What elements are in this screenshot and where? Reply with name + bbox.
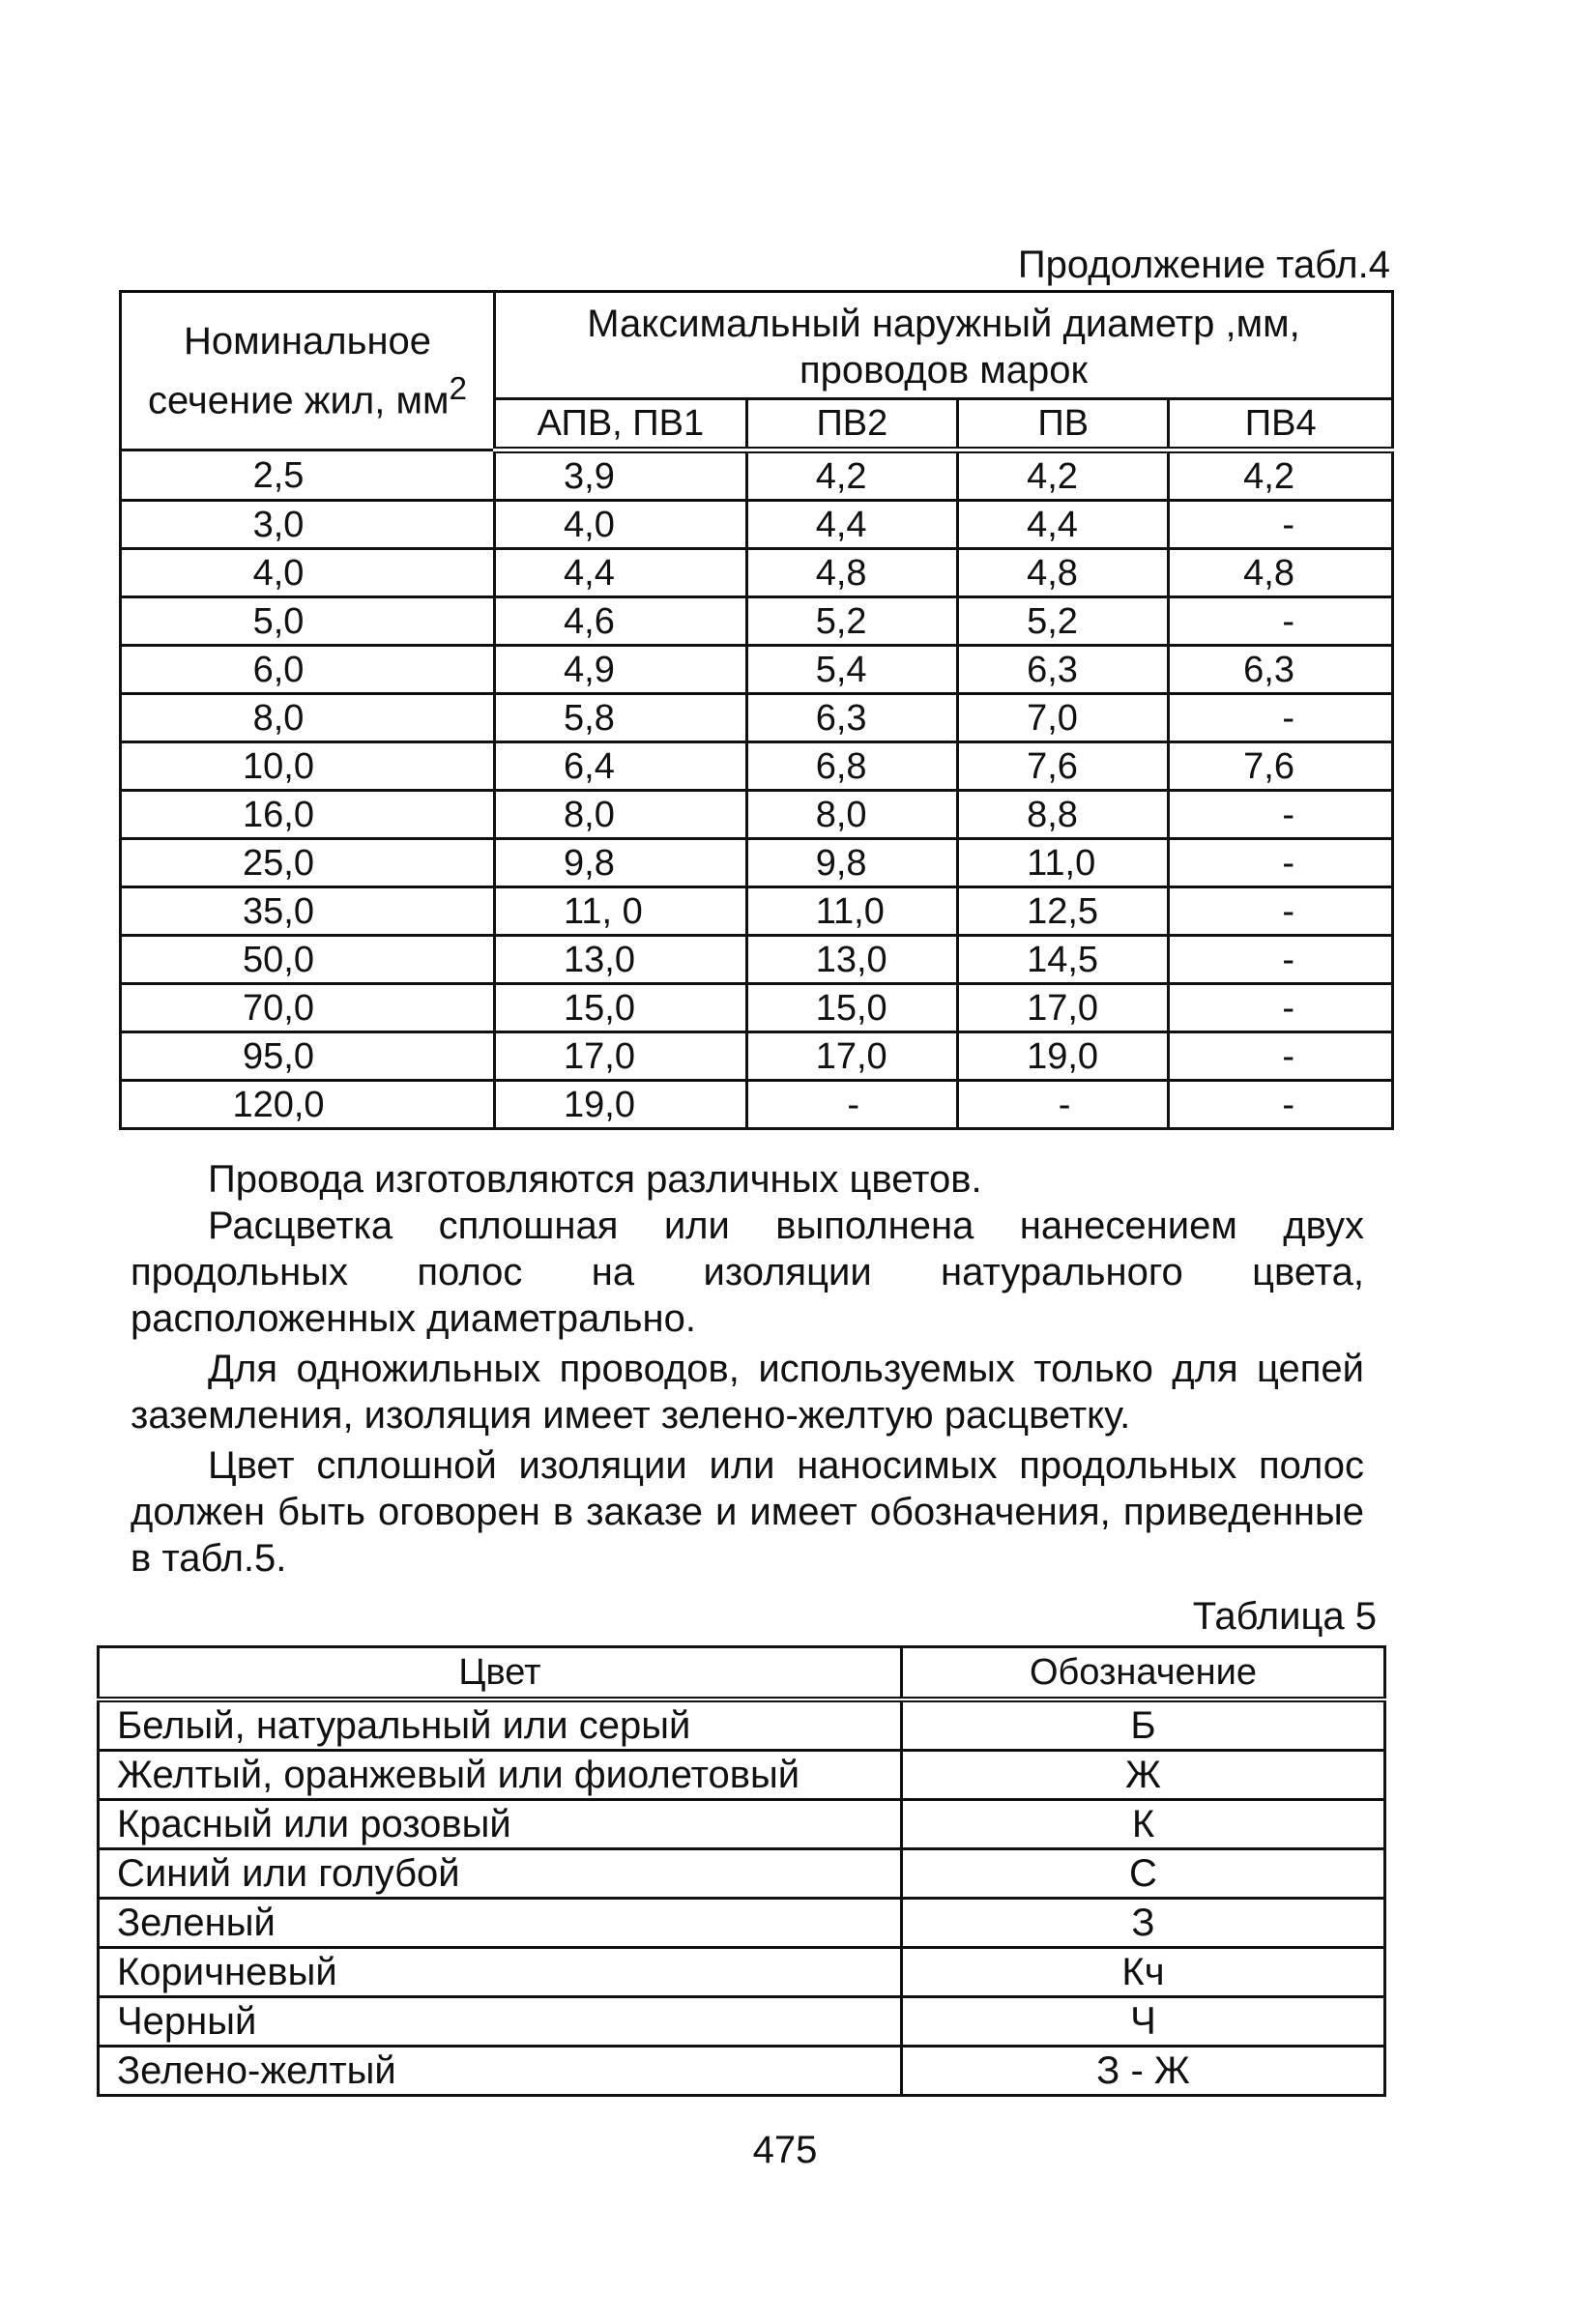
table-row <box>121 984 1393 1032</box>
wire-diameter-table <box>119 290 1394 1130</box>
diameter-cell: - <box>1169 887 1393 936</box>
color-code-cell: Ч <box>902 1997 1385 2047</box>
color-code-cell: Ж <box>902 1751 1385 1800</box>
table-row <box>99 1699 1385 1751</box>
color-code-cell: З <box>902 1899 1385 1948</box>
col-header-apv-pv1: АПВ, ПВ1 <box>495 399 747 450</box>
diameter-cell: 6,4 <box>495 742 747 791</box>
diameter-cell: 8,0 <box>495 791 747 839</box>
nominal-section-header-line2: сечение жил, мм <box>147 379 450 422</box>
color-name-cell: Зелено-желтый <box>99 2047 902 2096</box>
diameter-cell: 11,0 <box>958 839 1169 887</box>
diameter-cell: 4,6 <box>495 597 747 646</box>
diameter-cell: - <box>1169 839 1393 887</box>
section-cell: 3,0 <box>121 501 495 549</box>
table-row <box>121 646 1393 694</box>
table-row <box>121 839 1393 887</box>
section-cell: 5,0 <box>121 597 495 646</box>
diameter-cell: - <box>1169 501 1393 549</box>
diameter-cell: 9,8 <box>495 839 747 887</box>
diameter-cell: 4,0 <box>495 501 747 549</box>
diameter-cell: 19,0 <box>958 1032 1169 1081</box>
col-header-pv2: ПВ2 <box>746 399 957 450</box>
nominal-section-header-line1: Номинальное <box>183 319 432 363</box>
diameter-cell: 5,2 <box>746 597 957 646</box>
diameter-cell: 4,9 <box>495 646 747 694</box>
unit-superscript: 2 <box>449 370 467 407</box>
section-cell: 16,0 <box>121 791 495 839</box>
diameter-cell: 5,2 <box>958 597 1169 646</box>
table-row <box>99 1849 1385 1899</box>
section-cell: 6,0 <box>121 646 495 694</box>
table-row <box>121 450 1393 501</box>
color-name-cell: Коричневый <box>99 1948 902 1997</box>
diameter-cell: 4,8 <box>746 549 957 597</box>
diameter-cell: - <box>958 1081 1169 1129</box>
diameter-cell: 4,4 <box>958 501 1169 549</box>
section-cell: 120,0 <box>121 1081 495 1129</box>
color-code-table <box>97 1645 1386 2097</box>
diameter-cell: - <box>1169 936 1393 984</box>
diameter-cell: - <box>1169 984 1393 1032</box>
table-row <box>121 597 1393 646</box>
diameter-cell: 7,6 <box>958 742 1169 791</box>
diameter-cell: 4,8 <box>1169 549 1393 597</box>
diameter-cell: 5,4 <box>746 646 957 694</box>
diameter-cell: 17,0 <box>958 984 1169 1032</box>
col-header-pv: ПВ <box>958 399 1169 450</box>
table-row <box>121 742 1393 791</box>
nominal-section-header <box>121 292 495 450</box>
diameter-cell: - <box>1169 597 1393 646</box>
section-cell: 50,0 <box>121 936 495 984</box>
diameter-cell: 7,0 <box>958 694 1169 742</box>
section-cell: 2,5 <box>121 450 495 501</box>
color-code-cell: Б <box>902 1699 1385 1751</box>
section-cell: 35,0 <box>121 887 495 936</box>
table-row <box>99 1997 1385 2047</box>
table-row <box>99 2047 1385 2096</box>
diameter-cell: 4,4 <box>495 549 747 597</box>
diameter-cell: 9,8 <box>746 839 957 887</box>
section-cell: 70,0 <box>121 984 495 1032</box>
table-row <box>121 549 1393 597</box>
table-row <box>121 936 1393 984</box>
max-diameter-header-line2: проводов марок <box>799 349 1088 392</box>
color-code-cell: К <box>902 1800 1385 1849</box>
color-name-cell: Черный <box>99 1997 902 2047</box>
paragraph-4: Цвет сплошной изоляции или наносимых продольных полос должен быть оговорен в заказе и имеет обозначения, приведенные в табл.5. <box>131 1444 1364 1580</box>
diameter-cell: 8,8 <box>958 791 1169 839</box>
diameter-cell: 8,0 <box>746 791 957 839</box>
diameter-cell: 13,0 <box>495 936 747 984</box>
diameter-cell: - <box>1169 1032 1393 1081</box>
page-number: 475 <box>752 2129 818 2171</box>
color-name-cell: Белый, натуральный или серый <box>99 1699 902 1751</box>
color-name-cell: Зеленый <box>99 1899 902 1948</box>
section-cell: 4,0 <box>121 549 495 597</box>
diameter-cell: 17,0 <box>495 1032 747 1081</box>
table-row <box>121 1032 1393 1081</box>
section-cell: 10,0 <box>121 742 495 791</box>
table5-caption: Таблица 5 <box>1192 1595 1377 1638</box>
diameter-cell: - <box>1169 791 1393 839</box>
diameter-cell: 11, 0 <box>495 887 747 936</box>
diameter-cell: 4,2 <box>1169 450 1393 501</box>
diameter-cell: 17,0 <box>746 1032 957 1081</box>
diameter-cell: 3,9 <box>495 450 747 501</box>
diameter-cell: 4,8 <box>958 549 1169 597</box>
col-header-pv4: ПВ4 <box>1169 399 1393 450</box>
color-code-cell: З - Ж <box>902 2047 1385 2096</box>
diameter-cell: 6,3 <box>746 694 957 742</box>
diameter-cell: - <box>1169 1081 1393 1129</box>
color-name-cell: Красный или розовый <box>99 1800 902 1849</box>
table-row <box>121 1081 1393 1129</box>
col-header-color: Цвет <box>99 1647 902 1700</box>
paragraph-1: Провода изготовляются различных цветов. <box>208 1158 982 1201</box>
diameter-cell: 4,4 <box>746 501 957 549</box>
diameter-cell: 4,2 <box>746 450 957 501</box>
table4-caption: Продолжение табл.4 <box>1017 244 1390 286</box>
color-name-cell: Желтый, оранжевый или фиолетовый <box>99 1751 902 1800</box>
paragraph-2: Расцветка сплошная или выполнена нанесением двух продольных полос на изоляции натурального цвета, расположенных диаметрально. <box>131 1205 1364 1340</box>
max-diameter-header <box>495 292 1393 399</box>
table-row <box>121 791 1393 839</box>
diameter-cell: 14,5 <box>958 936 1169 984</box>
table-row <box>99 1948 1385 1997</box>
color-name-cell: Синий или голубой <box>99 1849 902 1899</box>
table-row <box>99 1899 1385 1948</box>
table-row <box>99 1751 1385 1800</box>
paragraph-3: Для одножильных проводов, используемых только для цепей заземления, изоляция имеет зелено-желтую расцветку. <box>131 1348 1364 1437</box>
color-code-cell: С <box>902 1849 1385 1899</box>
color-code-cell: Кч <box>902 1948 1385 1997</box>
section-cell: 8,0 <box>121 694 495 742</box>
table-row <box>121 887 1393 936</box>
diameter-cell: 11,0 <box>746 887 957 936</box>
diameter-cell: 7,6 <box>1169 742 1393 791</box>
col-header-designation: Обозначение <box>902 1647 1385 1700</box>
diameter-cell: 6,8 <box>746 742 957 791</box>
max-diameter-header-line1: Максимальный наружный диаметр ,мм, <box>587 303 1300 345</box>
diameter-cell: 12,5 <box>958 887 1169 936</box>
table-row <box>121 694 1393 742</box>
body-text <box>131 1156 1364 1582</box>
section-cell: 25,0 <box>121 839 495 887</box>
diameter-cell: 15,0 <box>495 984 747 1032</box>
table-row <box>121 501 1393 549</box>
wire-diameter-table-body <box>121 450 1393 1129</box>
table-row <box>99 1800 1385 1849</box>
diameter-cell: - <box>746 1081 957 1129</box>
diameter-cell: 19,0 <box>495 1081 747 1129</box>
diameter-cell: 4,2 <box>958 450 1169 501</box>
diameter-cell: 6,3 <box>958 646 1169 694</box>
diameter-cell: 13,0 <box>746 936 957 984</box>
diameter-cell: 6,3 <box>1169 646 1393 694</box>
diameter-cell: - <box>1169 694 1393 742</box>
color-code-table-body <box>99 1699 1385 2096</box>
section-cell: 95,0 <box>121 1032 495 1081</box>
diameter-cell: 15,0 <box>746 984 957 1032</box>
diameter-cell: 5,8 <box>495 694 747 742</box>
